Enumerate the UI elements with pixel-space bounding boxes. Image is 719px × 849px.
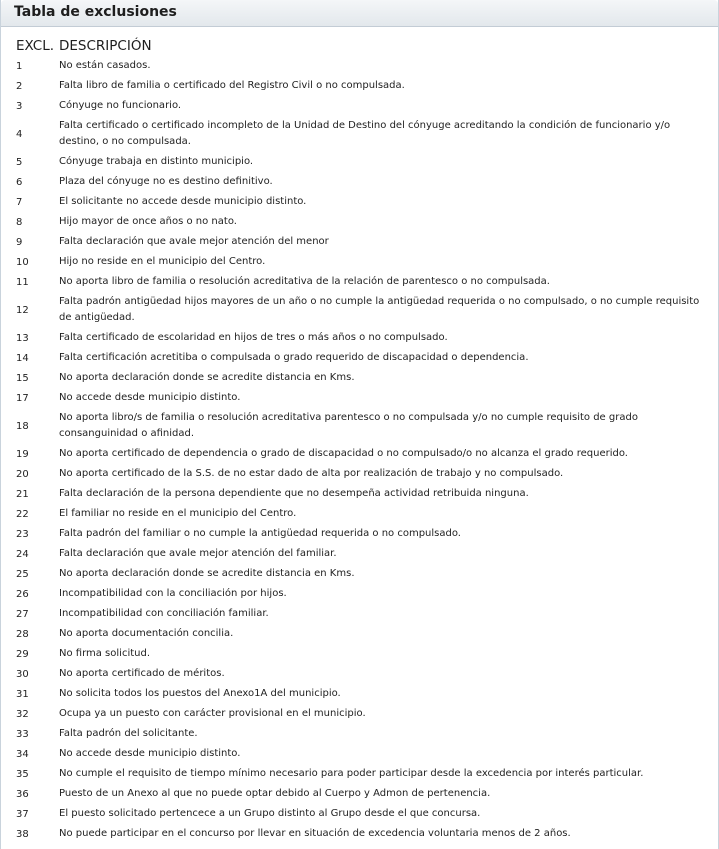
exclusion-code: 30 xyxy=(16,668,29,680)
table-row xyxy=(1,348,718,368)
exclusion-code: 33 xyxy=(16,728,29,740)
exclusion-description: Cónyuge trabaja en distinto municipio. xyxy=(59,156,254,167)
table-row xyxy=(1,484,718,504)
exclusion-description: No aporta certificado de dependencia o grado de discapacidad o no compulsado/o no alcanza el grado requerido. xyxy=(59,448,628,459)
column-header-description: DESCRIPCIÓN xyxy=(59,38,152,54)
exclusion-code: 12 xyxy=(16,304,29,316)
table-row xyxy=(1,232,718,252)
exclusion-code: 22 xyxy=(16,508,29,520)
table-row xyxy=(1,328,718,348)
exclusion-description: Falta padrón del solicitante. xyxy=(59,728,198,739)
table-row xyxy=(1,252,718,272)
exclusion-code: 2 xyxy=(16,80,23,92)
exclusion-description: No aporta declaración donde se acredite distancia en Kms. xyxy=(59,568,355,579)
exclusion-code: 23 xyxy=(16,528,29,540)
exclusion-description: Puesto de un Anexo al que no puede optar debido al Cuerpo y Admon de pertenencia. xyxy=(59,788,491,799)
table-row xyxy=(1,664,718,684)
table-row xyxy=(1,368,718,388)
table-row xyxy=(1,564,718,584)
exclusion-description: No solicita todos los puestos del Anexo1A del municipio. xyxy=(59,688,341,699)
table-row xyxy=(1,544,718,564)
table-row xyxy=(1,172,718,192)
exclusion-code: 20 xyxy=(16,468,29,480)
exclusion-description: El familiar no reside en el municipio del Centro. xyxy=(59,508,297,519)
table-row xyxy=(1,724,718,744)
exclusion-description: No aporta declaración donde se acredite distancia en Kms. xyxy=(59,372,355,383)
table-row xyxy=(1,644,718,664)
exclusion-description: Falta libro de familia o certificado del Registro Civil o no compulsada. xyxy=(59,80,405,91)
exclusion-description: Hijo no reside en el municipio del Centro. xyxy=(59,256,266,267)
table-row xyxy=(1,784,718,804)
table-row xyxy=(1,804,718,824)
exclusion-code: 9 xyxy=(16,236,23,248)
exclusion-code: 21 xyxy=(16,488,29,500)
exclusion-code: 7 xyxy=(16,196,23,208)
exclusion-code: 28 xyxy=(16,628,29,640)
column-header-code: EXCL. xyxy=(16,38,55,54)
exclusion-description: No aporta libro de familia o resolución acreditativa de la relación de parentesco o no compulsada. xyxy=(59,276,550,287)
exclusion-description: Hijo mayor de once años o no nato. xyxy=(59,216,237,227)
exclusion-code: 8 xyxy=(16,216,23,228)
exclusion-code: 37 xyxy=(16,808,29,820)
exclusion-description: No accede desde municipio distinto. xyxy=(59,392,241,403)
exclusion-code: 35 xyxy=(16,768,29,780)
table-row xyxy=(1,764,718,784)
exclusion-description: No aporta documentación concilia. xyxy=(59,628,234,639)
table-row xyxy=(1,584,718,604)
table-row xyxy=(1,192,718,212)
exclusion-code: 34 xyxy=(16,748,29,760)
table-row xyxy=(1,704,718,724)
exclusion-description: Falta padrón antigüedad hijos mayores de un año o no cumple la antigüedad requerida o no compulsado, o no cumple requisito de antigüedad. xyxy=(59,296,700,323)
exclusion-code: 25 xyxy=(16,568,29,580)
exclusion-description: No aporta certificado de méritos. xyxy=(59,668,225,679)
exclusion-description: Incompatibilidad con la conciliación por hijos. xyxy=(59,588,287,599)
exclusion-description: Plaza del cónyuge no es destino definitivo. xyxy=(59,176,273,187)
exclusion-description: Falta certificado o certificado incompleto de la Unidad de Destino del cónyuge acreditando la condición de funcionario y/o destino, o no compulsada. xyxy=(59,120,671,147)
exclusion-description: No accede desde municipio distinto. xyxy=(59,748,241,759)
exclusion-code: 19 xyxy=(16,448,29,460)
exclusion-code: 11 xyxy=(16,276,29,288)
table-row xyxy=(1,604,718,624)
exclusion-code: 14 xyxy=(16,352,29,364)
exclusion-code: 26 xyxy=(16,588,29,600)
table-row xyxy=(1,824,718,844)
table-row xyxy=(1,408,718,444)
table-row xyxy=(1,152,718,172)
panel-header xyxy=(1,0,718,27)
table-row xyxy=(1,504,718,524)
exclusion-code: 24 xyxy=(16,548,29,560)
exclusion-code: 29 xyxy=(16,648,29,660)
exclusion-code: 6 xyxy=(16,176,23,188)
exclusions-table xyxy=(1,56,718,844)
exclusion-description: No puede participar en el concurso por llevar en situación de excedencia voluntaria menos de 2 años. xyxy=(59,828,571,839)
table-row xyxy=(1,212,718,232)
exclusion-description: No aporta libro/s de familia o resolución acreditativa parentesco o no compulsada y/o no cumple requisito de grado consanguinidad o afinidad. xyxy=(59,412,638,439)
exclusion-description: Falta certificación acretitiba o compulsada o grado requerido de discapacidad o dependencia. xyxy=(59,352,529,363)
table-row xyxy=(1,116,718,152)
exclusion-code: 1 xyxy=(16,60,23,72)
exclusion-description: Falta declaración de la persona dependiente que no desempeña actividad retribuida ninguna. xyxy=(59,488,529,499)
exclusion-description: Ocupa ya un puesto con carácter provisional en el municipio. xyxy=(59,708,366,719)
table-row xyxy=(1,76,718,96)
exclusion-description: Falta certificado de escolaridad en hijos de tres o más años o no compulsado. xyxy=(59,332,448,343)
table-row xyxy=(1,292,718,328)
table-row xyxy=(1,524,718,544)
exclusion-code: 15 xyxy=(16,372,29,384)
exclusion-description: No aporta certificado de la S.S. de no estar dado de alta por realización de trabajo y no compulsado. xyxy=(59,468,564,479)
exclusion-code: 3 xyxy=(16,100,23,112)
exclusion-code: 17 xyxy=(16,392,29,404)
table-row xyxy=(1,444,718,464)
table-row xyxy=(1,96,718,116)
exclusion-description: Cónyuge no funcionario. xyxy=(59,100,182,111)
exclusion-code: 27 xyxy=(16,608,29,620)
table-row xyxy=(1,56,718,76)
exclusion-code: 32 xyxy=(16,708,29,720)
exclusion-description: Incompatibilidad con conciliación familiar. xyxy=(59,608,269,619)
exclusion-description: Falta declaración que avale mejor atención del familiar. xyxy=(59,548,337,559)
table-row xyxy=(1,388,718,408)
exclusion-code: 5 xyxy=(16,156,23,168)
exclusion-code: 38 xyxy=(16,828,29,840)
panel-title: Tabla de exclusiones xyxy=(14,4,177,20)
exclusion-description: Falta padrón del familiar o no cumple la antigüedad requerida o no compulsado. xyxy=(59,528,461,539)
table-row xyxy=(1,464,718,484)
exclusion-code: 31 xyxy=(16,688,29,700)
exclusion-description: No están casados. xyxy=(59,60,151,71)
exclusion-description: El puesto solicitado pertencece a un Grupo distinto al Grupo desde el que concursa. xyxy=(59,808,481,819)
table-row xyxy=(1,624,718,644)
table-row xyxy=(1,684,718,704)
exclusion-description: No firma solicitud. xyxy=(59,648,151,659)
exclusion-code: 36 xyxy=(16,788,29,800)
exclusion-description: No cumple el requisito de tiempo mínimo necesario para poder participar desde la excedencia por interés particular. xyxy=(59,768,644,779)
exclusion-description: El solicitante no accede desde municipio distinto. xyxy=(59,196,307,207)
table-row xyxy=(1,744,718,764)
exclusion-code: 4 xyxy=(16,128,23,140)
exclusion-description: Falta declaración que avale mejor atención del menor xyxy=(59,236,329,247)
exclusion-code: 13 xyxy=(16,332,29,344)
exclusion-code: 18 xyxy=(16,420,29,432)
exclusion-code: 10 xyxy=(16,256,29,268)
table-row xyxy=(1,272,718,292)
